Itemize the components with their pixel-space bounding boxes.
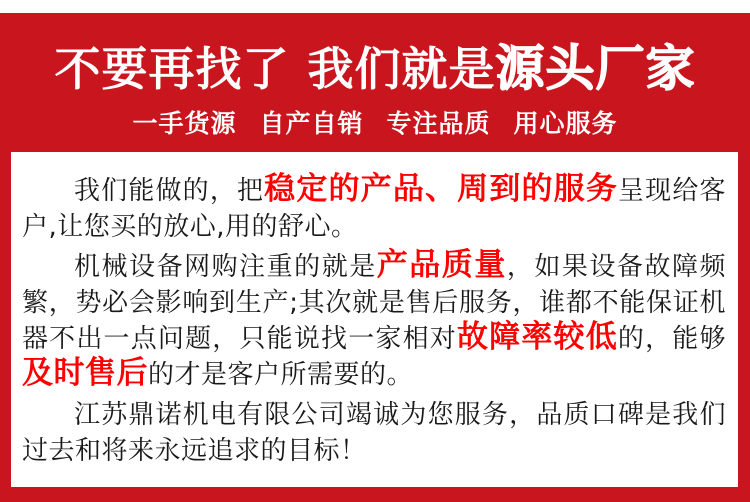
subtitle-item-3: 专注品质 — [386, 109, 491, 139]
title-part-2: 我们就是 — [307, 42, 496, 96]
text-run: ，如果设备故障频繁，势必会影响到生产;其次就是售后服务，谁都不能保证机器不出一点问题，只能说找一家相对 — [22, 252, 726, 354]
title-emphasis: 源头厂家 — [495, 40, 696, 97]
text-run: 的才是客户所需要的。 — [148, 360, 414, 390]
subtitle-item-4: 用心服务 — [513, 109, 618, 139]
text-run: 呈现给客户,让您买的放心,用的舒心。 — [22, 176, 726, 242]
main-title — [54, 40, 696, 97]
highlight-text: 故障率较低 — [456, 319, 618, 355]
text-run: 的，能够 — [617, 324, 726, 354]
paragraph-2 — [22, 249, 726, 393]
subtitle-row — [132, 110, 617, 138]
highlight-text: 产品质量 — [376, 247, 507, 283]
text-run: 江苏鼎诺机电有限公司竭诚为您服务，品质口碑是我们过去和将来永远追求的目标！ — [22, 400, 726, 466]
title-part-1: 不要再找了 — [54, 42, 290, 96]
highlight-text: 稳定的产品、周到的服务 — [264, 171, 618, 207]
paragraph-3 — [22, 397, 726, 469]
highlight-text: 及时售后 — [22, 355, 148, 391]
header-banner — [0, 13, 750, 152]
subtitle-item-2: 自产自销 — [259, 109, 364, 139]
text-run: 我们能做的，把 — [74, 176, 265, 206]
paragraph-1 — [22, 173, 726, 245]
text-run: 机械设备网购注重的就是 — [74, 252, 377, 282]
red-frame — [0, 13, 750, 502]
content-box — [11, 152, 738, 487]
subtitle-item-1: 一手货源 — [132, 109, 237, 139]
